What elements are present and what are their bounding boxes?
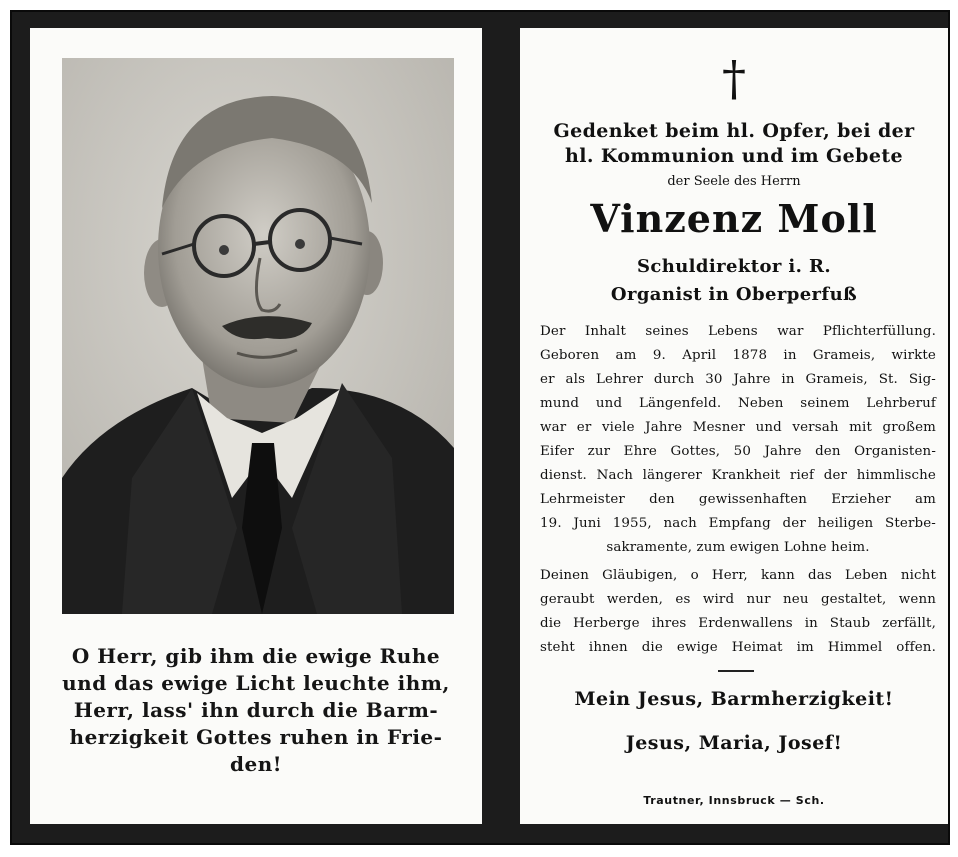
left-panel	[30, 28, 482, 824]
portrait-photo	[62, 58, 454, 614]
right-panel	[520, 28, 948, 824]
exclamation: Mein Jesus, Barmherzigkeit!	[574, 688, 894, 710]
prayer-line: und das ewige Licht leuchte ihm,	[62, 671, 450, 695]
subheader: der Seele des Herrn	[667, 174, 801, 189]
title-line: Schuldirektor i. R.	[636, 256, 832, 277]
printer-credit: Trautner, Innsbruck — Sch.	[643, 794, 825, 807]
bio-line: Lehrmeister den gewissenhaften Erzieher am	[540, 492, 936, 507]
prayer-text	[42, 643, 470, 778]
deceased-name: Vinzenz Moll	[590, 196, 878, 241]
prayer-line: den!	[229, 752, 283, 776]
cross-icon: †	[722, 51, 746, 107]
bio-line: Eifer zur Ehre Gottes, 50 Jahre den Organisten-	[540, 444, 936, 459]
verse-line: geraubt werden, es wird nur neu gestaltet, wenn	[540, 592, 936, 607]
bio-line: 19. Juni 1955, nach Empfang der heiligen Sterbe-	[540, 516, 936, 531]
bio-line: er als Lehrer durch 30 Jahre in Grameis, St. Sig-	[540, 372, 936, 387]
bio-line: war er viele Jahre Mesner und versah mit großem	[540, 420, 936, 435]
bio-line: sakramente, zum ewigen Lohne heim.	[606, 540, 870, 555]
verse	[540, 564, 936, 660]
verse-line: Deinen Gläubigen, o Herr, kann das Leben nicht	[540, 568, 936, 583]
bio-line: mund und Längenfeld. Neben seinem Lehrberuf	[540, 396, 936, 411]
prayer-line: herzigkeit Gottes ruhen in Frie-	[69, 725, 443, 749]
title-line: Organist in Oberperfuß	[610, 284, 858, 305]
biography	[540, 320, 936, 560]
verse-line: die Herberge ihres Erdenwallens in Staub zerfällt,	[540, 616, 936, 631]
exclamation: Jesus, Maria, Josef!	[625, 732, 843, 754]
verse-line: steht ihnen die ewige Heimat im Himmel offen.	[540, 640, 936, 655]
prayer-line: Herr, lass' ihn durch die Barm-	[73, 698, 439, 722]
bio-line: Geboren am 9. April 1878 in Grameis, wirkte	[540, 348, 936, 363]
prayer-line: O Herr, gib ihm die ewige Ruhe	[71, 644, 441, 668]
divider	[718, 670, 754, 672]
header-line: hl. Kommunion und im Gebete	[564, 145, 903, 167]
header-line: Gedenket beim hl. Opfer, bei der	[553, 120, 915, 142]
bio-line: dienst. Nach längerer Krankheit rief der himmlische	[540, 468, 936, 483]
bio-line: Der Inhalt seines Lebens war Pflichterfüllung.	[540, 324, 936, 339]
